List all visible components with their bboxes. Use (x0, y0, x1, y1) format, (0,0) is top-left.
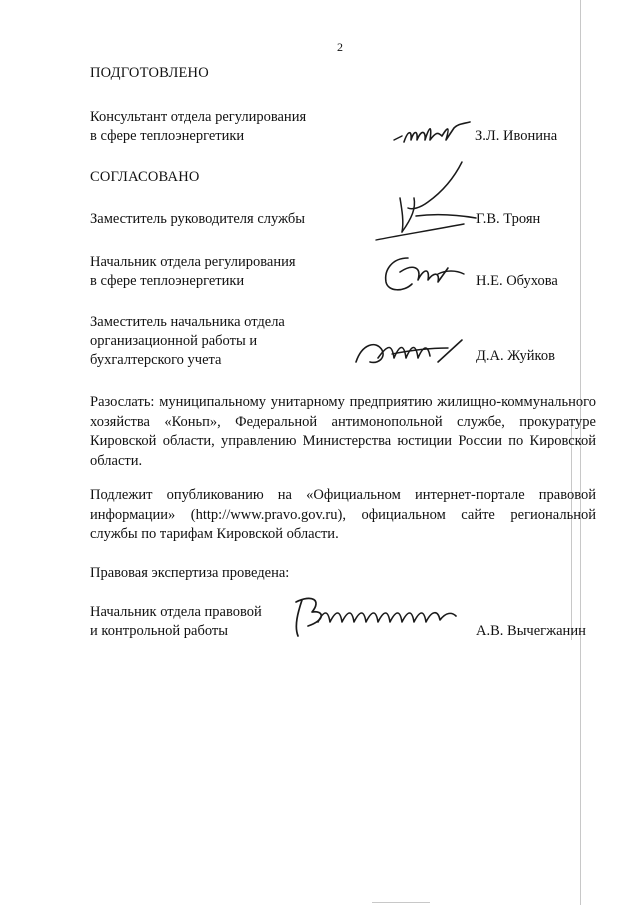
scan-bottom-mark (372, 902, 430, 903)
signer-3-role-line-2: организационной работы и (90, 333, 258, 349)
legal-name: А.В. Вычегжанин (476, 623, 586, 639)
prepared-heading: ПОДГОТОВЛЕНО (90, 65, 209, 81)
legal-review-statement: Правовая экспертиза проведена: (90, 565, 290, 581)
prepared-role-line-1: Консультант отдела регулирования (90, 109, 307, 125)
signature-obukhova (378, 250, 468, 298)
legal-role-line-1: Начальник отдела правовой (90, 604, 262, 620)
signature-zhuikov (352, 334, 470, 370)
signer-3-name: Д.А. Жуйков (476, 348, 555, 364)
signer-1-role-line-1: Заместитель руководителя службы (90, 211, 306, 227)
signer-2-role-line-2: в сфере теплоэнергетики (90, 273, 245, 289)
prepared-role-line-2: в сфере теплоэнергетики (90, 128, 245, 144)
signer-2-name: Н.Е. Обухова (476, 273, 558, 289)
signature-troyan (372, 158, 482, 248)
signer-3-role-line-1: Заместитель начальника отдела (90, 314, 285, 330)
signer-1-name: Г.В. Троян (476, 211, 541, 227)
signature-vychegzhanin (288, 592, 460, 642)
signature-ivonina (392, 118, 472, 148)
page-number: 2 (337, 40, 343, 54)
distribution-paragraph: Разослать: муниципальному унитарному предприятию жилищно-коммунального хозяйства «Коньп», Федеральной антимонопольной службе, прокуратуре Кировской области, управлению Министерства юстиции России по Кировской области. (90, 394, 596, 469)
agreed-heading: СОГЛАСОВАНО (90, 169, 200, 185)
publication-paragraph: Подлежит опубликованию на «Официальном интернет-портале правовой информации» (http://www.pravo.gov.ru), официальном сайте региональной службы по тарифам Кировской области. (90, 487, 596, 542)
signer-3-role-line-3: бухгалтерского учета (90, 352, 222, 368)
prepared-name: З.Л. Ивонина (475, 128, 558, 144)
signer-2-role-line-1: Начальник отдела регулирования (90, 254, 296, 270)
legal-role-line-2: и контрольной работы (90, 623, 228, 639)
